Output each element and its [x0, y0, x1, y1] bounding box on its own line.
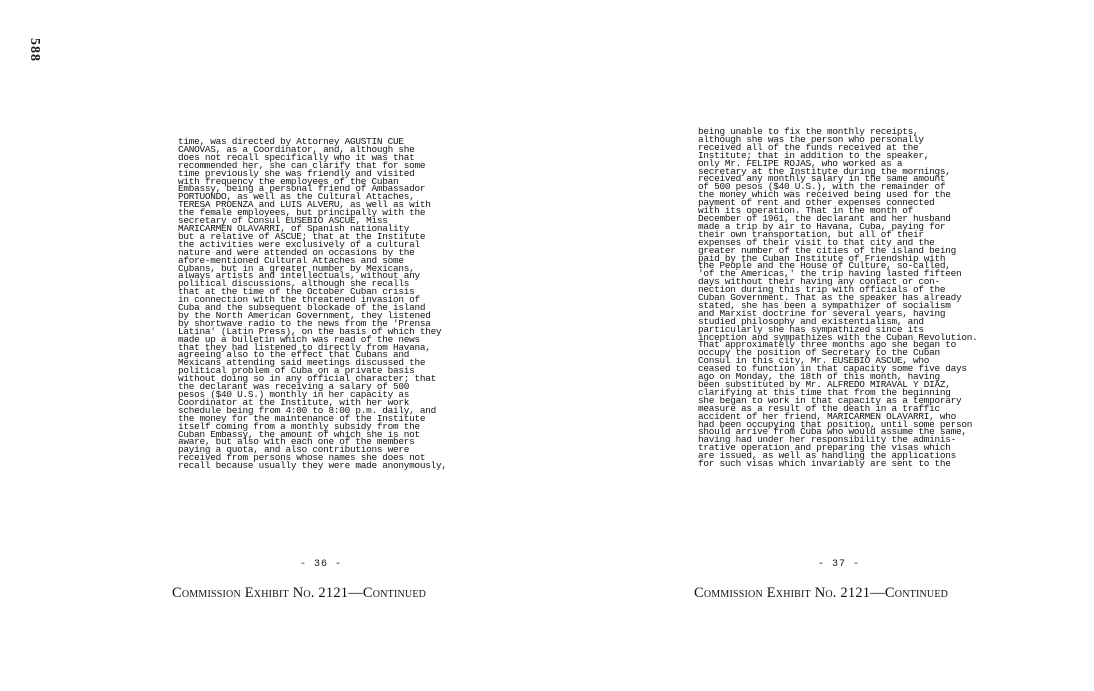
text-line: having had under her responsibility the adminis- — [698, 434, 957, 446]
text-line: made a trip by air to Havana, Cuba, paying for — [698, 220, 946, 232]
text-line: expenses of their visit to that city and the — [698, 236, 935, 248]
text-line: paid by the Cuban Institute of Friendship with — [698, 252, 946, 264]
page-number: 588 — [27, 38, 42, 62]
text-line: but a relative of ASCUE; that at the Institute — [178, 230, 426, 242]
text-line: secretary of Consul EUSEBIO ASCUE, Miss — [178, 215, 388, 227]
text-line: accident of her friend, MARICARMEN OLAVARRI, who — [698, 410, 957, 422]
text-line: Cuban Government. That as the speaker has already — [698, 292, 962, 304]
text-line: inception and sympathizes with the Cuban Revolution. — [698, 331, 978, 343]
right-page-folio: - 37 - — [818, 559, 861, 570]
text-line: the money which was received being used for the — [698, 189, 951, 201]
text-line: of 500 pesos ($40 U.S.), with the remainder of — [698, 181, 946, 193]
text-line: in connection with the threatened invasion of — [178, 294, 420, 306]
text-line: pesos ($40 U.S.) monthly in her capacity as — [178, 389, 410, 400]
text-line: been substituted by Mr. ALFREDO MIRAVAL Y DIAZ, — [698, 379, 951, 390]
text-line: their own transportation, but all of their — [698, 228, 924, 240]
text-line: nection during this trip with officials of the — [698, 284, 946, 296]
text-line: itself coming from a monthly subsidy from the — [178, 420, 420, 432]
text-line: schedule being from 4:00 to 8:00 p.m. daily, and — [178, 404, 437, 416]
left-page-caption: Commission Exhibit No. 2121—Continued — [172, 585, 427, 601]
text-line: the female employees, but principally with the — [178, 207, 426, 219]
text-line: measure as a result of the death in a traffic — [698, 402, 940, 414]
text-line: TERESA PROENZA and LUIS ALVERU, as well as with — [178, 199, 431, 211]
text-line: that they had listened to directly from Havana, — [178, 341, 431, 353]
text-line: and Marxist doctrine for several years, having — [698, 307, 946, 319]
text-line: with its operation. That in the month of — [698, 205, 914, 217]
text-line: recommended her, she can clarify that for some — [178, 159, 426, 171]
text-line: Consul in this city, Mr. EUSEBIO ASCUE, who — [698, 355, 930, 367]
text-line: does not recall specifically who it was that — [178, 151, 415, 163]
text-line: had been occupying that position, until some person — [698, 418, 973, 430]
text-line: time, was directed by Attorney AGUSTIN CUE — [178, 136, 404, 147]
text-line: studied philosophy and existentialism, and — [698, 315, 924, 327]
text-line: she began to work in that capacity as a temporary — [698, 394, 962, 406]
text-line: made up a bulletin which was read of the news — [178, 333, 420, 345]
text-line: afore-mentioned Cultural Attaches and some — [178, 254, 404, 266]
right-page-text — [698, 128, 978, 468]
text-line: for such visas which invariably are sent to the — [698, 458, 951, 470]
text-line: with frequency the employees of the Cuban — [178, 175, 399, 187]
text-line: political problem of Cuba on a private basis — [178, 365, 415, 377]
text-line: aware, but also with each one of the members — [178, 436, 415, 448]
text-line: the declarant was receiving a salary of 500 — [178, 381, 410, 393]
text-line: Institute; that in addition to the speaker, — [698, 149, 930, 161]
left-page-text — [178, 138, 447, 470]
text-line: Cuban Embassy, the amount of which she is not — [178, 428, 420, 440]
text-line: received all of the funds received at the — [698, 141, 919, 153]
text-line: the People and the House of Culture, so-called, — [698, 260, 951, 272]
text-line: the activities were exclusively of a cultural — [178, 238, 420, 250]
text-line: PORTUONDO, as well as the Cultural Attaches, — [178, 191, 415, 203]
text-line: stated, she has been a sympathizer of socialism — [698, 299, 951, 311]
text-line: greater number of the cities of the island being — [698, 244, 957, 256]
text-line: nature and were attended on occasions by the — [178, 246, 415, 258]
text-line: Cuba and the subsequent blockade of the island — [178, 302, 426, 314]
text-line: Mexicans attending said meetings discussed the — [178, 357, 426, 369]
text-line: Latina' (Latin Press), on the basis of which they — [178, 325, 442, 337]
text-line: by shortwave radio to the news from the 'Prensa — [178, 317, 431, 329]
text-line: MARICARMEN OLAVARRI, of Spanish nationality — [178, 222, 410, 234]
text-line: Embassy, being a personal friend of Ambassador — [178, 183, 426, 195]
text-line: recall because usually they were made anonymously, — [178, 460, 447, 472]
text-line: December of 1961, the declarant and her husband — [698, 212, 951, 224]
text-line: ceased to function in that capacity some five days — [698, 363, 967, 375]
text-line: agreeing also to the effect that Cubans and — [178, 349, 410, 361]
text-line: CANOVAS, as a Coordinator, and, although she — [178, 143, 415, 155]
text-line: particularly she has sympathized since its — [698, 323, 924, 335]
right-page-caption: Commission Exhibit No. 2121—Continued — [694, 585, 949, 601]
text-line: should arrive from Cuba who would assume the same, — [698, 426, 967, 438]
text-line: 'of the Americas,' the trip having lasted fifteen — [698, 268, 962, 280]
text-line: That approximately three months ago she began to — [698, 339, 957, 351]
text-line: ago on Monday, the 18th of this month, having — [698, 371, 940, 383]
text-line: occupy the position of Secretary to the Cuban — [698, 347, 940, 359]
text-line: without doing so in any official character; that — [178, 373, 437, 385]
text-line: time previously she was friendly and visited — [178, 167, 415, 179]
text-line: payment of rent and other expenses connected — [698, 197, 935, 209]
text-line: Coordinator at the Institute, with her work — [178, 396, 410, 408]
text-line: received any monthly salary in the same amount — [698, 173, 946, 185]
text-line: paying a quota, and also contributions were — [178, 444, 410, 456]
text-line: received from persons whose names she does not — [178, 452, 426, 464]
text-line: clarifying at this time that from the beginning — [698, 386, 951, 398]
text-line: the money for the maintenance of the Institute — [178, 412, 426, 424]
text-line: political discussions, although she recalls — [178, 278, 410, 290]
text-line: are issued, as well as handling the applications — [698, 450, 957, 462]
text-line: trative operation and preparing the visas which — [698, 442, 951, 454]
text-line: that at the time of the October Cuban crisis — [178, 286, 415, 298]
left-page-folio: - 36 - — [300, 559, 343, 570]
text-line: days without their having any contact or con- — [698, 276, 940, 288]
text-line: always artists and intellectuals, without any — [178, 270, 420, 282]
text-line: secretary at the Institute during the mornings, — [698, 165, 951, 177]
text-line: being unable to fix the monthly receipts, — [698, 126, 919, 137]
text-line: although she was the person who personally — [698, 133, 924, 145]
text-line: Cubans, but in a greater number by Mexicans, — [178, 262, 415, 274]
text-line: only Mr. FELIPE ROJAS, who worked as a — [698, 157, 903, 169]
text-line: by the North American Government, they listened — [178, 309, 431, 321]
